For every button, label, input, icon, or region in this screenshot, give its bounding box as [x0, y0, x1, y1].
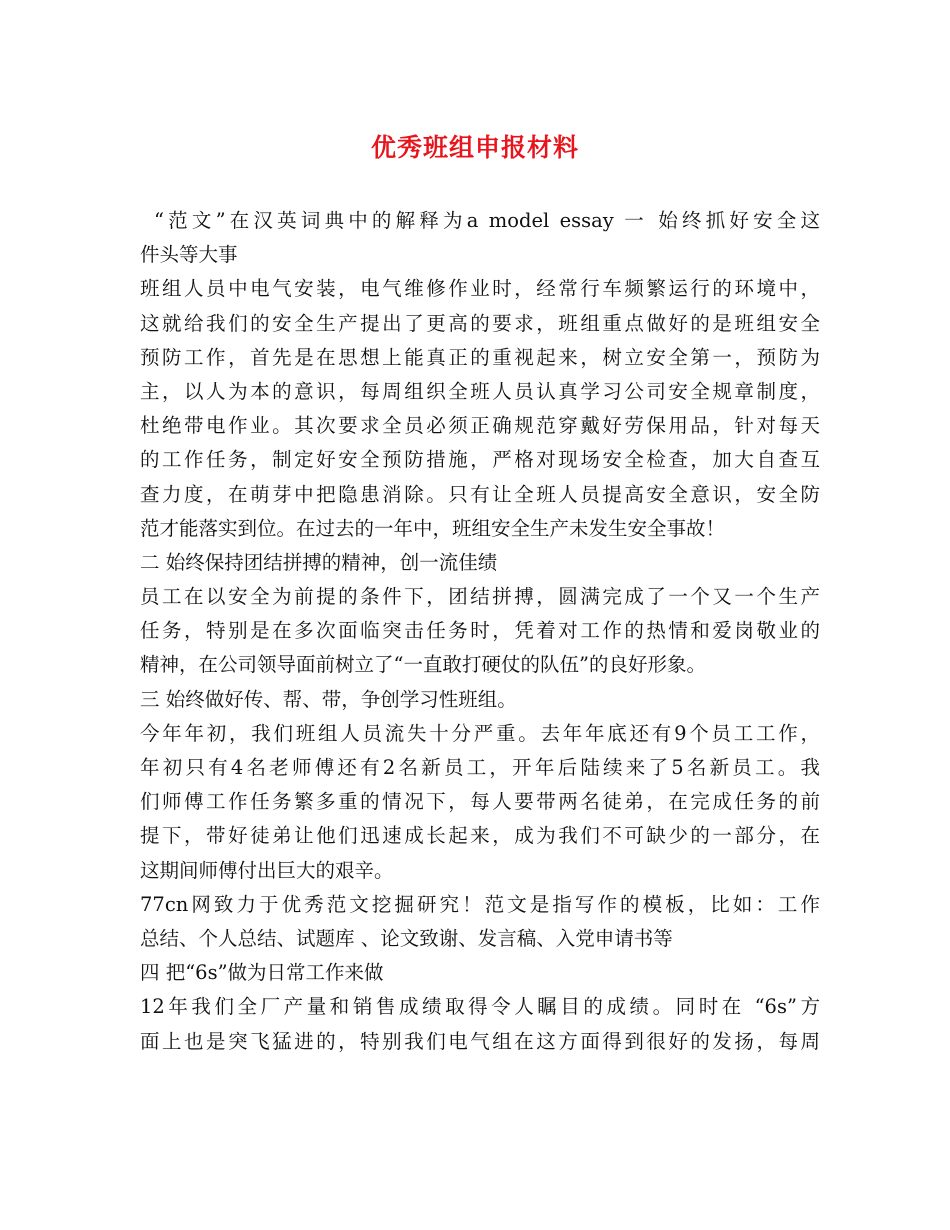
text-line: 总结、个人总结、试题库 、论文致谢、发言稿、入党申请书等	[140, 926, 673, 950]
text-line: 主，以人为本的意识，每周组织全班人员认真学习公司安全规章制度，	[140, 379, 820, 403]
text-line: 查力度，在萌芽中把隐患消除。只有让全班人员提高安全意识，安全防	[140, 482, 820, 506]
text-line: 预防工作，首先是在思想上能真正的重视起来，树立安全第一，预防为	[140, 345, 820, 369]
text-line: 这就给我们的安全生产提出了更高的要求，班组重点做好的是班组安全	[140, 311, 820, 335]
text-line: 员工在以安全为前提的条件下，团结拼搏，圆满完成了一个又一个生产	[140, 585, 820, 609]
text-line: 年初只有4名老师傅还有2名新员工，开年后陆续来了5名新员工。我	[140, 756, 820, 779]
document-title: 优秀班组申报材料	[370, 133, 579, 162]
text-line: 这期间师傅付出巨大的艰辛。	[140, 858, 394, 882]
section-heading: 二 始终保持团结拼搏的精神，创一流佳绩	[140, 550, 498, 574]
text-line: 范才能落实到位。在过去的一年中，班组安全生产未发生安全事故！	[140, 516, 726, 540]
section-heading: 三 始终做好传、帮、带，争创学习性班组。	[140, 687, 517, 711]
text-line: “范文”在汉英词典中的解释为a model essay 一 始终抓好安全这	[154, 209, 820, 232]
text-line: 精神，在公司领导面前树立了“一直敢打硬仗的队伍”的良好形象。	[140, 653, 706, 677]
text-line: 12年我们全厂产量和销售成绩取得令人瞩目的成绩。同时在 “6s”方	[140, 995, 820, 1019]
text-line: 提下，带好徒弟让他们迅速成长起来，成为我们不可缺少的一部分，在	[140, 824, 820, 848]
text-line: 杜绝带电作业。其次要求全员必须正确规范穿戴好劳保用品，针对每天	[140, 414, 820, 438]
section-heading: 四 把“6s”做为日常工作来做	[140, 961, 384, 985]
text-line: 面上也是突飞猛进的，特别我们电气组在这方面得到很好的发扬，每周	[140, 1029, 820, 1053]
text-line: 班组人员中电气安装，电气维修作业时，经常行车频繁运行的环境中，	[140, 277, 820, 301]
text-line: 77cn网致力于优秀范文挖掘研究！范文是指写作的模板，比如：工作	[140, 892, 820, 916]
text-line: 们师傅工作任务繁多重的情况下，每人要带两名徒弟，在完成任务的前	[140, 790, 820, 814]
text-line: 件头等大事	[140, 243, 238, 267]
text-line: 任务，特别是在多次面临突击任务时，凭着对工作的热情和爱岗敬业的	[140, 619, 820, 643]
document-body	[140, 204, 820, 1059]
text-line: 的工作任务，制定好安全预防措施，严格对现场安全检查，加大自查互	[140, 448, 820, 472]
text-line: 今年年初，我们班组人员流失十分严重。去年年底还有9个员工工作，	[140, 721, 820, 745]
